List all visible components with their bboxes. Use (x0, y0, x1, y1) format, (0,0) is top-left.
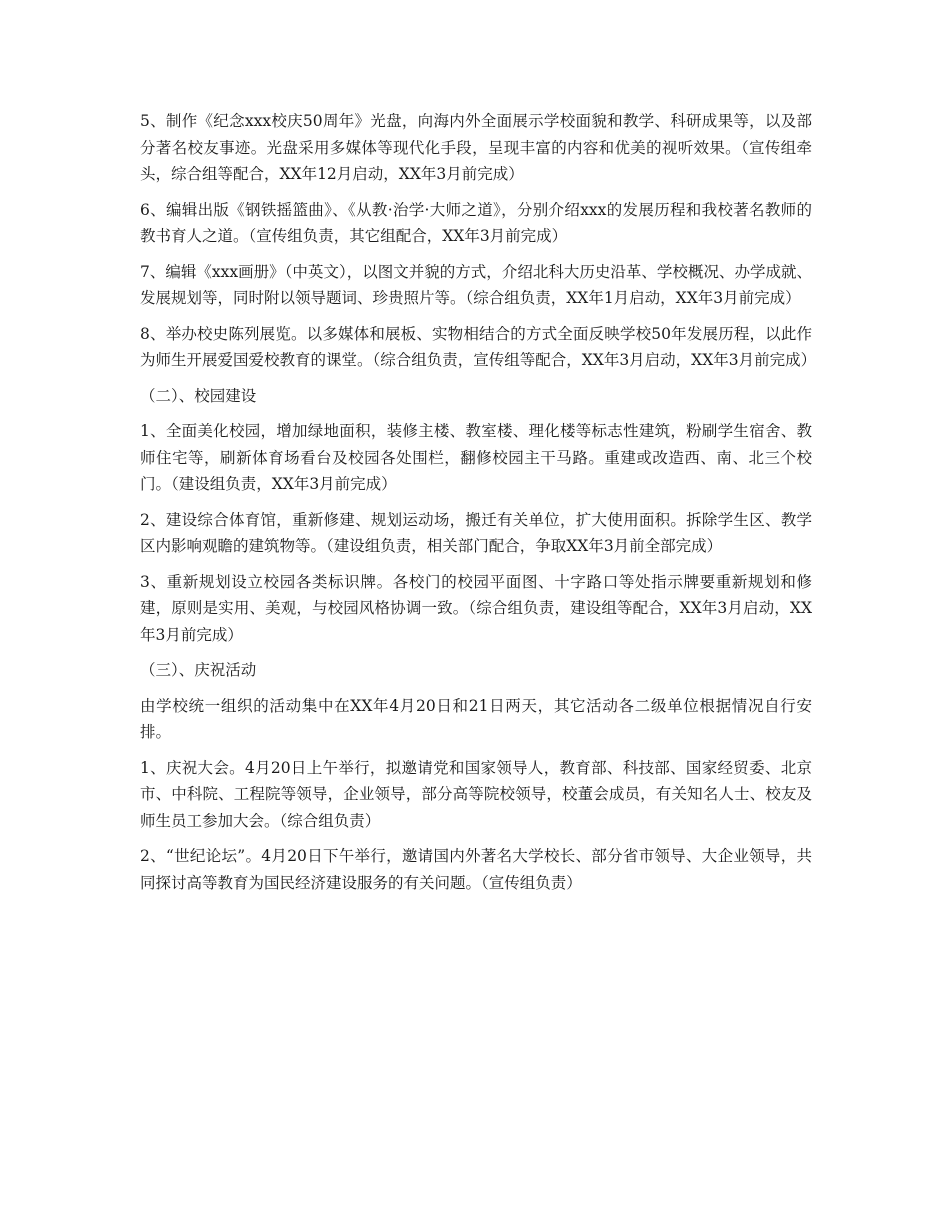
document-body (140, 108, 817, 905)
paragraph-item-5-cd: 5、制作《纪念xxx校庆50周年》光盘，向海内外全面展示学校面貌和教学、科研成果等，以及部分著名校友事迹。光盘采用多媒体等现代化手段，呈现丰富的内容和优美的视听效果。（宣传组牵头，综合组等配合，XX年12月启动，XX年3月前完成） (140, 112, 812, 183)
paragraph-item-7-album: 7、编辑《xxx画册》（中英文），以图文并貌的方式，介绍北科大历史沿革、学校概况、办学成就、发展规划等，同时附以领导题词、珍贵照片等。（综合组负责，XX年1月启动，XX年3月前完成） (140, 262, 812, 307)
paragraph-celebration-item-2: 2、“世纪论坛”。4月20日下午举行，邀请国内外著名大学校长、部分省市领导、大企业领导，共同探讨高等教育为国民经济建设服务的有关问题。（宣传组负责） (140, 847, 812, 892)
paragraph-celebration-intro: 由学校统一组织的活动集中在XX年4月20日和21日两天，其它活动各二级单位根据情况自行安排。 (140, 696, 812, 741)
paragraph-campus-item-3: 3、重新规划设立校园各类标识牌。各校门的校园平面图、十字路口等处指示牌要重新规划和修建，原则是实用、美观，与校园风格协调一致。（综合组负责，建设组等配合，XX年3月启动，XX年3月前完成） (140, 572, 812, 644)
paragraph-campus-item-2: 2、建设综合体育馆，重新修建、规划运动场，搬迁有关单位，扩大使用面积。拆除学生区、教学区内影响观瞻的建筑物等。（建设组负责，相关部门配合，争取XX年3月前全部完成） (140, 510, 812, 555)
paragraph-celebration-item-1: 1、庆祝大会。4月20日上午举行，拟邀请党和国家领导人，教育部、科技部、国家经贸委、北京市、中科院、工程院等领导，企业领导，部分高等院校领导，校董会成员，有关知名人士、校友及师生员工参加大会。（综合组负责） (140, 758, 812, 830)
paragraph-item-6-books: 6、编辑出版《钢铁摇篮曲》、《从教·治学·大师之道》，分别介绍xxx的发展历程和我校著名教师的教书育人之道。（宣传组负责，其它组配合，XX年3月前完成） (140, 200, 812, 245)
paragraph-item-8-exhibition: 8、举办校史陈列展览。以多媒体和展板、实物相结合的方式全面反映学校50年发展历程，以此作为师生开展爱国爱校教育的课堂。（综合组负责，宣传组等配合，XX年3月启动，XX年3月前完成） (140, 324, 817, 369)
paragraph-campus-item-1: 1、全面美化校园，增加绿地面积，装修主楼、教室楼、理化楼等标志性建筑，粉刷学生宿舍、教师住宅等，刷新体育场看台及校园各处围栏，翻修校园主干马路。重建或改造西、南、北三个校门。（建设组负责，XX年3月前完成） (140, 422, 812, 493)
section-heading-celebration: （三）、庆祝活动 (140, 661, 257, 679)
section-heading-campus-construction: （二）、校园建设 (140, 386, 257, 405)
